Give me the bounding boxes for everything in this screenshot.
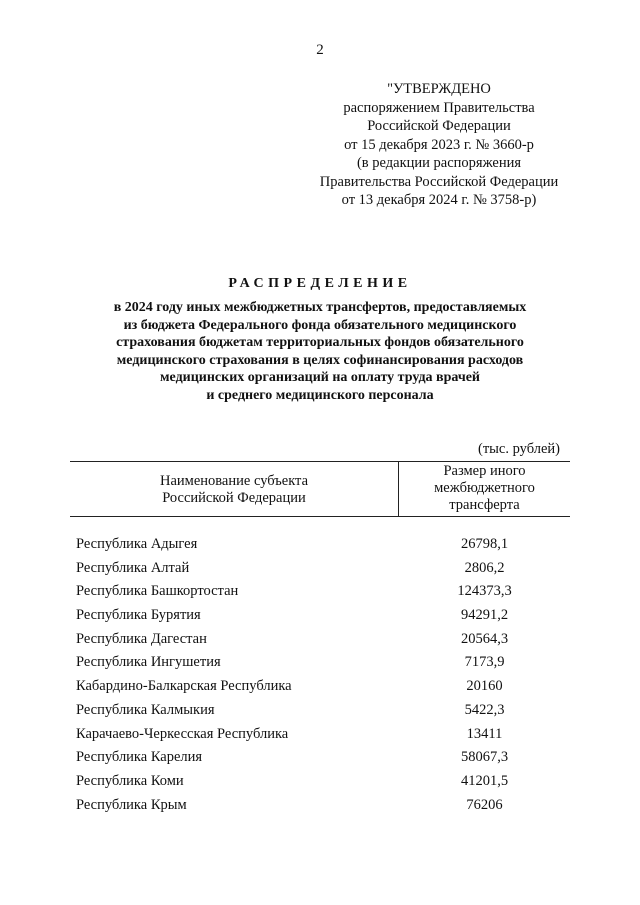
transfer-amount: 7173,9	[464, 654, 505, 671]
subtitle-line: страхования бюджетам территориальных фондов обязательного	[116, 335, 524, 350]
table-row	[76, 723, 570, 747]
approval-line: Правительства Российской Федерации	[319, 173, 559, 190]
table-row	[76, 557, 570, 581]
region-name: Республика Бурятия	[76, 607, 201, 624]
header-line: трансферта	[449, 497, 520, 513]
header-line: Российской Федерации	[162, 490, 306, 506]
header-line: Размер иного	[443, 463, 526, 479]
approval-line: от 13 декабря 2024 г. № 3758-р)	[341, 192, 537, 208]
document-title: РАСПРЕДЕЛЕНИЕ	[228, 276, 412, 291]
table-row	[76, 628, 570, 652]
transfer-amount: 124373,3	[457, 583, 512, 600]
subtitle-line: из бюджета Федерального фонда обязательного медицинского	[123, 317, 517, 333]
table-row	[76, 746, 570, 770]
table-row	[76, 533, 570, 557]
header-region-name	[70, 473, 398, 507]
region-name: Республика Алтай	[76, 559, 190, 576]
table-row	[76, 580, 570, 604]
region-name: Республика Калмыкия	[76, 701, 215, 718]
region-name: Республика Ингушетия	[76, 654, 221, 671]
header-line: межбюджетного	[434, 480, 535, 496]
approval-block	[308, 80, 570, 210]
region-name: Республика Башкортостан	[76, 583, 239, 600]
transfer-amount: 58067,3	[460, 749, 509, 766]
transfer-amount: 5422,3	[464, 701, 505, 718]
approval-line: (в редакции распоряжения	[356, 155, 522, 171]
transfer-amount: 76206	[466, 796, 503, 813]
table-row	[76, 651, 570, 675]
transfer-amount: 20564,3	[460, 630, 509, 647]
table-body	[76, 533, 570, 817]
subtitle-line: медицинского страхования в целях софинансирования расходов	[116, 352, 524, 368]
approval-line: "УТВЕРЖДЕНО	[387, 81, 491, 97]
document-subtitle	[0, 299, 640, 404]
subtitle-line: в 2024 году иных межбюджетных трансфертов, предоставляемых	[113, 300, 527, 315]
table-row	[76, 794, 570, 818]
region-name: Кабардино-Балкарская Республика	[76, 678, 292, 695]
approval-line: распоряжением Правительства	[343, 99, 535, 116]
region-name: Республика Карелия	[76, 749, 203, 766]
region-name: Карачаево-Черкесская Республика	[76, 725, 289, 742]
region-name: Республика Дагестан	[76, 630, 207, 647]
table-row	[76, 675, 570, 699]
transfer-amount: 26798,1	[460, 536, 509, 552]
transfer-amount: 41201,5	[460, 772, 509, 789]
units-label: (тыс. рублей)	[478, 441, 560, 457]
region-name: Республика Крым	[76, 796, 187, 813]
page-number: 2	[316, 42, 324, 58]
table-row	[76, 604, 570, 628]
subtitle-line: и среднего медицинского персонала	[206, 387, 434, 403]
header-transfer-amount	[399, 463, 570, 514]
transfer-amount: 20160	[466, 678, 503, 695]
header-line: Наименование субъекта	[159, 473, 309, 489]
region-name: Республика Коми	[76, 772, 184, 789]
table-row	[76, 770, 570, 794]
approval-line: от 15 декабря 2023 г. № 3660-р	[344, 136, 534, 153]
transfer-amount: 94291,2	[460, 607, 509, 624]
region-name: Республика Адыгея	[76, 536, 198, 552]
table-row	[76, 699, 570, 723]
approval-line: Российской Федерации	[367, 118, 511, 134]
subtitle-line: медицинских организаций на оплату труда врачей	[160, 370, 480, 385]
transfer-amount: 2806,2	[464, 559, 505, 576]
transfer-amount: 13411	[466, 725, 503, 742]
table-header	[70, 461, 570, 517]
